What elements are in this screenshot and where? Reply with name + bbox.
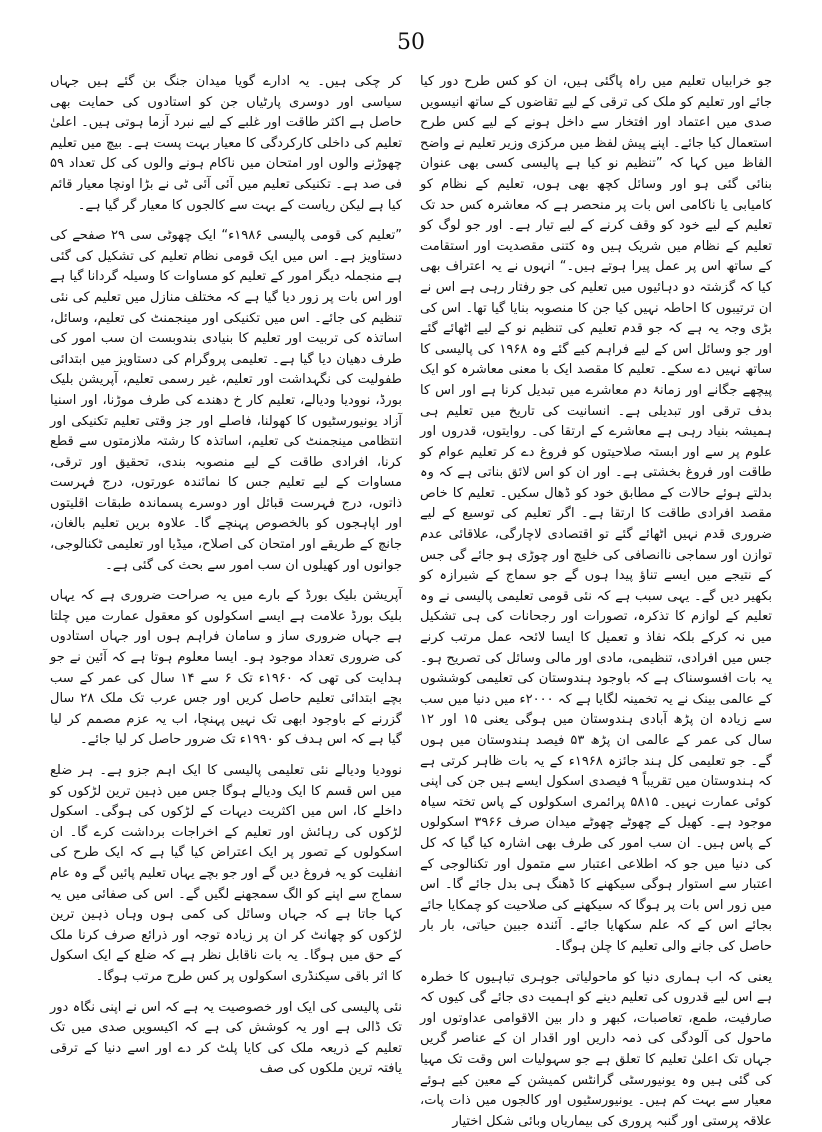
paragraph: یعنی کہ اب ہماری دنیا کو ماحولیاتی جوہری تباہیوں کا خطرہ ہے اس لیے قدروں کی تعلیم دینے کو اہمیت دی جائے گی کیوں کہ صارفیت، طمع، تعاصبات، کبھر و دار بین الاقوامی عداوتوں اور ماحول کی آلودگی کی ذمہ داریں اور اقدار ان کے عناصر گریں جہاں تک اعلیٰ تعلیم کا تعلق ہے جو سہولیات اس وقت تک مہیا کی گئی ہیں وہ یونیورسٹی گرانٹس کمیشن کے معین کیے ہوئے معیار سے بہت کم ہیں۔ یونیورسٹیوں اور کالجوں میں ذات پات، علاقہ پرستی اور گنبہ پروری کی بیماریاں وبائی شکل اختیار <box>420 969 772 1129</box>
left-column <box>50 72 402 1077</box>
page-number: 50 <box>397 30 425 55</box>
text-columns <box>50 72 773 1129</box>
right-column <box>420 72 773 1129</box>
paragraph: ”تعلیم کی قومی پالیسی ۱۹۸۶ء“ ایک چھوٹی سی ۲۹ صفحے کی دستاویز ہے۔ اس میں ایک قومی نظام تعلیم کی تشکیل کی گئی ہے منجملہ دیگر امور کے تعلیم کو مساوات کا وسیلہ گردانا گیا ہے اور اس بات پر زور دیا گیا ہے کہ مختلف منازل میں تعلیم کی نئی تنظیم کی جائے۔ اس میں تکنیکی اور مینجمنٹ کی تعلیم، وسائل، اساتذہ کی تربیت اور تعلیم کا بنیادی بندوبست ان سب امور کی طرف دھیان دیا گیا ہے۔ تعلیمی پروگرام کی دستاویز میں ابتدائی طفولیت کی نگہداشت اور تعلیم، غیر رسمی تعلیم، آپریشن بلیک بورڈ، نوودیا ودیالے، تعلیم کار خ دھندے کی طرف موڑنا، اور اسنیا آزاد یونیورسٹیوں کا کھولنا، فاصلے اور جز وقتی تعلیم تکنیکی اور انتظامی مینجمنٹ کی تعلیم، اساتذہ کا رشتہ ملازمتوں سے قطع کرنا، افرادی طاقت کے لیے منصوبہ بندی، تحقیق اور ترقی، مساوات کے لیے تعلیم جس کا نمائندہ عورتوں، درج فہرست ذاتوں، درج فہرست قبائل اور دوسرے پسماندہ طبقات اقلیتوں اور اپاہجوں کو بالخصوص پہنچے گا۔ علاوہ بریں تعلیم بالغان، جانچ کے طریقے اور امتحان کی اصلاح، میڈیا اور تعلیمی ٹکنالوجی، جوانوں اور کھیلوں ان سب امور سے بحث کی گئی ہے۔ <box>50 228 402 573</box>
paragraph: کر چکی ہیں۔ یہ ادارے گویا میدان جنگ بن گئے ہیں جہاں سیاسی اور دوسری پارٹیاں جن کو استادوں کی حمایت بھی حاصل ہے اکثر طاقت اور غلبے کے لیے نبرد آزما ہوتی ہیں۔ اعلیٰ تعلیم کی داخلی کارکردگی کا معیار بہت پست ہے۔ بیچ میں تعلیم چھوڑنے والوں اور امتحان میں ناکام ہونے والوں کی کل تعداد ۵۹ فی صد ہے۔ تکنیکی تعلیم میں آئی آئی ٹی نے بڑا اونچا معیار قائم کیا ہے لیکن ریاست کے بہت سے کالجوں کا معیار گر گیا ہے۔ <box>50 74 402 213</box>
paragraph: نوودیا ودیالے نئی تعلیمی پالیسی کا ایک اہم جزو ہے۔ ہر ضلع میں اس قسم کا ایک ودیالے ہوگا جس میں ذہین ترین لڑکوں کو داخلے کا، اس میں اکثریت دیہات کے لڑکوں کی ہوگی۔ اسکول لڑکوں کی رہائش اور تعلیم کے اخراجات برداشت کرے گا۔ ان اسکولوں کے تصور پر ایک اعتراض کیا گیا ہے کہ ایک طرح کی انفلیت کو یہ فروغ دیں گے اور جو بچے یہاں تعلیم پائیں گے وہ عام سماج سے اپنے کو الگ سمجھنے لگیں گے۔ اس کی صفائی میں یہ کہا جاتا ہے کہ جہاں وسائل کی کمی ہوں وہاں ذہین ترین لڑکوں کو چھانٹ کر ان پر زیادہ توجہ اور ذرائع صرف کرنا ملک کے حق میں ہوگا۔ یہ بات ناقابل نظر ہے کہ ضلع کے ایک اسکول کا اثر باقی سیکنڈری اسکولوں پر کس طرح مرتب ہوگا۔ <box>50 763 402 984</box>
paragraph: نئی پالیسی کی ایک اور خصوصیت یہ ہے کہ اس نے اپنی نگاہ دور تک ڈالی ہے اور یہ کوشش کی ہے کہ اکیسویں صدی میں تک تعلیم کے ذریعہ ملک کی کایا پلٹ کر دے اور اسے دنیا کے ترقی یافتہ ترین ملکوں کی صف <box>50 999 402 1077</box>
paragraph: جو خرابیاں تعلیم میں راہ پاگئی ہیں، ان کو کس طرح دور کیا جائے اور تعلیم کو ملک کی ترقی کے لیے تقاضوں کے ساتھ انیسویں صدی میں اعتماد اور افتخار سے داخل ہونے کے لیے کس طرح استعمال کیا جائے۔ اپنے پیش لفظ میں مرکزی وزیر تعلیم نے واضح الفاظ میں کہا کہ ”تنظیم نو کیا ہے پالیسی کسی بھی عنوان بنائی گئی ہو اور وسائل کچھ بھی ہوں، تعلیم کے نظام کو کامیابی یا ناکامی اس بات پر منحصر ہے کہ معاشرہ کس حد تک تعلیم کے لیے خود کو وقف کرنے کے لیے تیار ہے۔ اور جو لوگ کو تعلیم کے نظام میں شریک ہیں وہ کتنی مقصدیت اور استقامت کے ساتھ اس پر عمل پیرا ہوتے ہیں۔“ انہوں نے یہ اعتراف بھی کیا کہ گزشتہ دو دہائیوں میں تعلیم کی جو رفتار رہی ہے اس نے ان ترتیبوں کا احاطہ نہیں کیا جن کا منصوبہ بنایا گیا تھا۔ اس کی بڑی وجہ یہ ہے کہ جو قدم تعلیم کی تنظیم نو کے لیے اٹھائے گئے اور جو وسائل اس کے لیے فراہم کیے گئے وہ ۱۹۶۸ کی پالیسی کا ساتھ نہیں دے سکے۔ تعلیم کا مقصد ایک با معنی معاشرہ کو ایک پیچھے جگانے اور زمانۂ دم معاشرے میں تبدیل کرنا ہے اور اس کا بدف ترقی اور تبدیلی ہے۔ انسانیت کی تاریخ میں تعلیم ہی ہمیشہ بنیاد رہی ہے معاشرے کے ارتقا کی۔ روایتوں، قدروں اور علوم پر سے اور ابستہ صلاحیتوں کو فروغ دے کر تعلیم عوام کو طاقت اور فروغ بخشتی ہے۔ اور ان کو اس لائق بناتی ہے کہ وہ بدلتے ہوئے حالات کے مطابق خود کو ڈھال سکیں۔ تعلیم کا خاص مقصد افرادی طاقت کا ارتقا ہے۔ اگر تعلیم کی توسیع کے لیے ضروری قدم نہیں اٹھائے گئے تو اقتصادی لاچارگی، علاقائی عدم توازن اور سماجی ناانصافی کی خلیج اور چوڑی ہو جائے گی جس کے نتیجے میں ایسے تناؤ پیدا ہوں گے جو سماج کے شیرازہ کو بکھیر دیں گے۔ یہی سبب ہے کہ نئی قومی تعلیمی پالیسی نے وہ تعلیم کے لوازم کا تذکرہ، تصورات اور رجحانات کی ہی تشکیل میں نہ کرکے بلکہ نفاذ و تعمیل کا ایسا لائحہ عمل مرتب کرنے جس میں افرادی، تنظیمی، مادی اور مالی وسائل کی تصریح ہو۔ یہ بات افسوسناک ہے کہ باوجود ہندوستان کی تعلیمی کوششوں کے عالمی بینک نے یہ تخمینہ لگایا ہے کہ ۲۰۰۰ء میں دنیا میں سب سے زیادہ ان پڑھ آبادی ہندوستان میں ہوگی یعنی ۱۵ اور ۱۲ سال کی عمر کے عالمی ان پڑھ ۵۳ فیصد ہندوستان میں ہوں گے۔ جو تعلیمی کل ہند جائزہ ۱۹۶۸ء کے یہ بات ظاہر کرتی ہے کہ ہندوستان میں تقریباً ۹ فیصدی اسکول ایسے ہیں جن کی اپنی کوئی عمارت نہیں۔ ۵۸۱۵ پرائمری اسکولوں کے پاس تختہ سیاہ موجود ہے۔ کھیل کے چھوٹے چھوٹے میدان صرف ۳۹۶۶ اسکولوں کے پاس ہیں۔ ان سب امور کی طرف بھی اشارہ کیا گیا کہ کل کی دنیا میں جو کہ اطلاعی اعتبار سے متمول اور تکنالوجی کے اعتبار سے استوار ہوگی سیکھنے کا ڈھنگ ہی بدل جائے گا۔ اس میں زور اس بات پر ہوگا کہ سیکھنے کی صلاحیت کو چمکایا جائے بجائے اس کے کہ علم سکھایا جائے۔ آئندہ جبین حیاتی، بار بار حاصل کی جانے والی تعلیم کا چلن ہوگا۔ <box>420 74 773 954</box>
paragraph: آپریشن بلیک بورڈ کے بارے میں یہ صراحت ضروری ہے کہ یہاں بلیک بورڈ علامت ہے ایسے اسکولوں کو معقول عمارت میں چلتا ہے جہاں ضروری ساز و سامان فراہم ہوں اور جہاں استادوں کی ضروری تعداد موجود ہو۔ ایسا معلوم ہوتا ہے کہ آئین نے جو ہدایت کی تھی کہ ۱۹۶۰ء تک ۶ سے ۱۴ سال کی عمر کے سب بچے ابتدائی تعلیم حاصل کریں اور جس عرب تک ملک ۲۸ سال گزرنے کے باوجود ابھی تک نہیں پہنچا، اب یہ عزم مصمم کر لیا گیا ہے کہ اس ہدف کو ۱۹۹۰ء تک ضرور حاصل کر لیا جائے۔ <box>50 588 402 748</box>
